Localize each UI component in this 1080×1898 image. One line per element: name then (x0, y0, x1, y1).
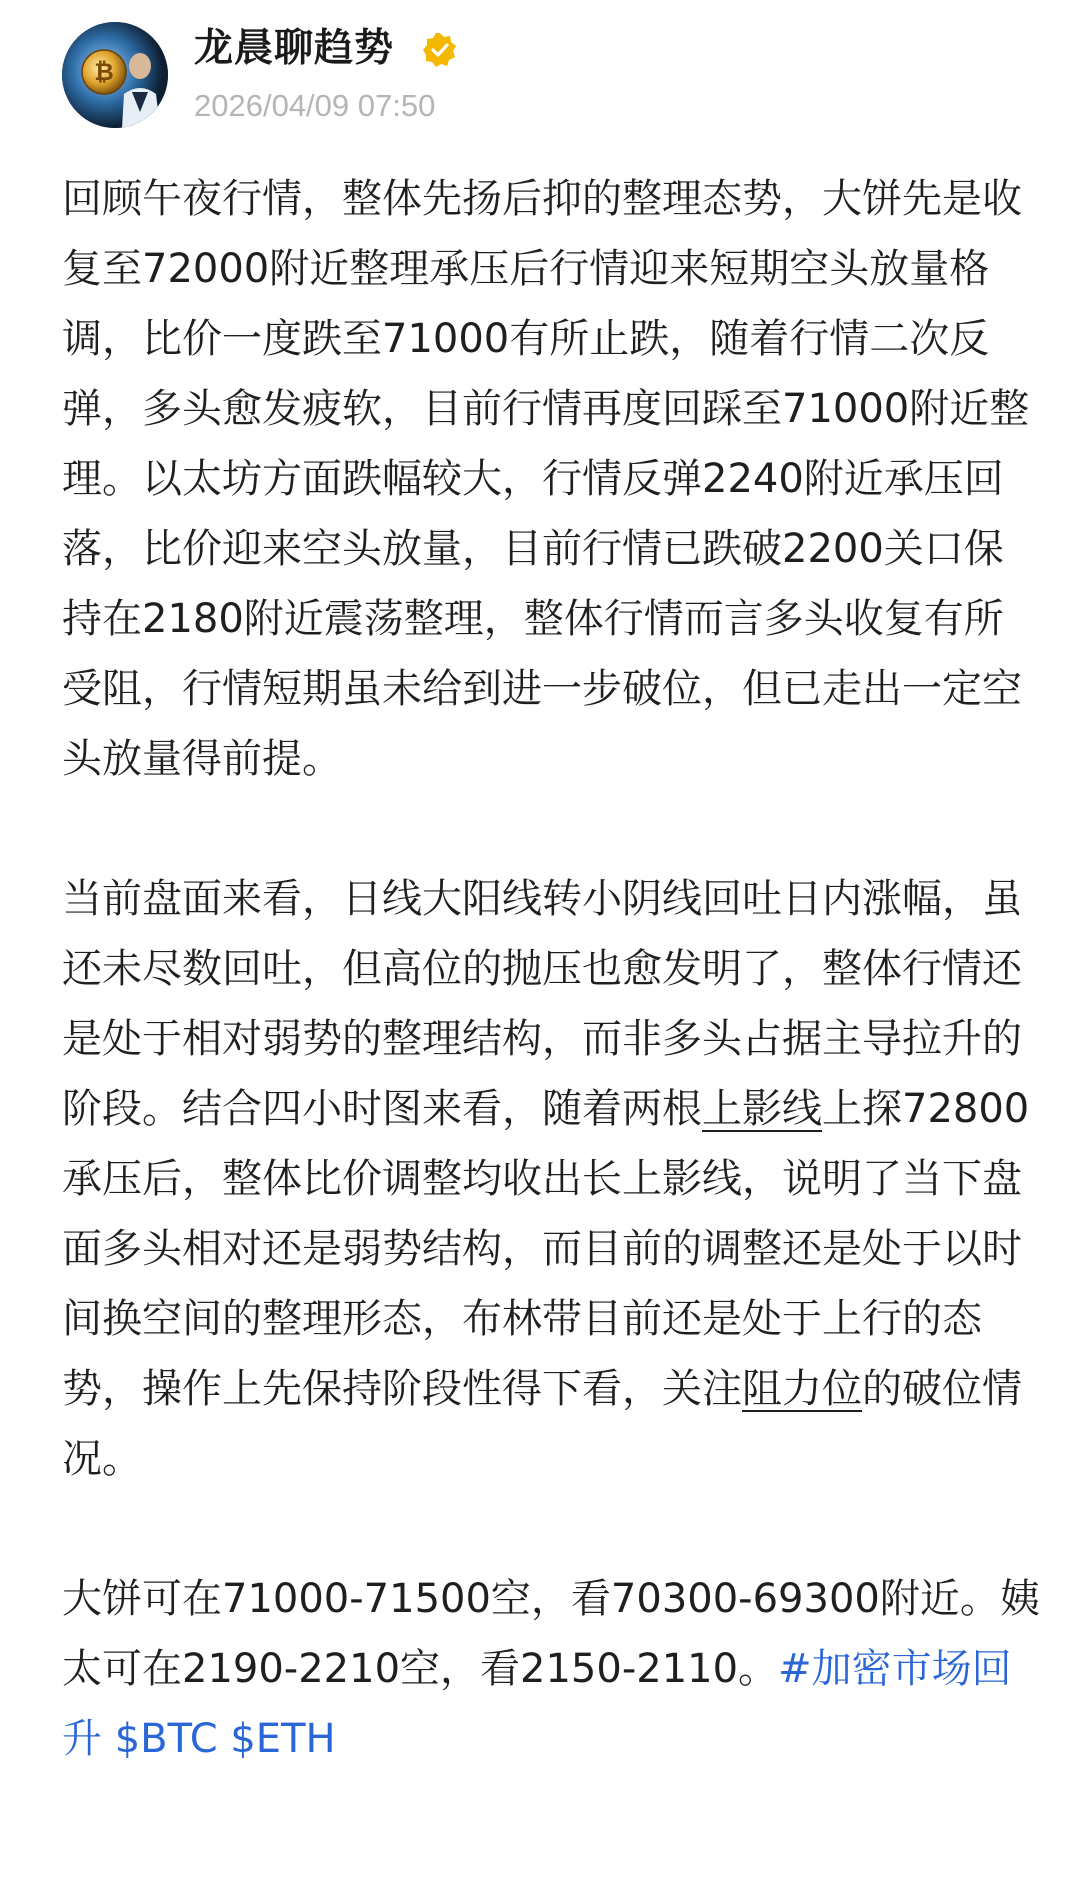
post-paragraph-3 (62, 1564, 1042, 1774)
post-header (0, 0, 1080, 150)
post-content (62, 164, 1042, 1774)
svg-text:₿: ₿ (94, 58, 114, 86)
verified-badge-icon (422, 32, 458, 68)
term-link-resistance[interactable]: 阻力位 (742, 1366, 862, 1412)
cashtag-btc-link[interactable]: $BTC (114, 1716, 218, 1762)
avatar-image (62, 22, 168, 128)
paragraph-2-text-start: 当前盘面来看，日线大阳线转小阴线回吐日内涨幅，虽还未尽数回吐，但高位的抛压也愈发明了，整体行情还是处于相对弱势的整理结构，而非多头占据主导拉升的阶段。结合四小时图来看，随着两根 (62, 876, 1022, 1132)
author-name[interactable]: 龙晨聊趋势 (194, 26, 395, 71)
post-paragraph-1: 回顾午夜行情，整体先扬后抑的整理态势，大饼先是收复至72000附近整理承压后行情迎来短期空头放量格调，比价一度跌至71000有所止跌，随着行情二次反弹，多头愈发疲软，目前行情再度回踩至71000附近整理。以太坊方面跌幅较大，行情反弹2240附近承压回落，比价迎来空头放量，目前行情已跌破2200关口保持在2180附近震荡整理，整体行情而言多头收复有所受阻，行情短期虽未给到进一步破位，但已走出一定空头放量得前提。 (62, 176, 1030, 782)
cashtag-eth-link[interactable]: $ETH (230, 1716, 336, 1762)
paragraph-3-text: 大饼可在71000-71500空，看70300-69300附近。姨太可在2190-2210空，看2150-2110。 (62, 1576, 1040, 1692)
post-paragraph-2 (62, 864, 1042, 1494)
post-timestamp: 2026/04/09 07:50 (194, 88, 436, 123)
paragraph-2-text-end: 的破位情况。 (62, 1366, 1022, 1482)
hashtag-link[interactable]: #加密市场回升 (62, 1646, 1012, 1762)
term-link-upper-shadow[interactable]: 上影线 (702, 1086, 822, 1132)
author-avatar[interactable] (62, 22, 168, 128)
paragraph-2-text-middle: 上探72800承压后，整体比价调整均收出长上影线，说明了当下盘面多头相对还是弱势结构，而目前的调整还是处于以时间换空间的整理形态，布林带目前还是处于上行的态势，操作上先保持阶段性得下看，关注 (62, 1086, 1030, 1412)
